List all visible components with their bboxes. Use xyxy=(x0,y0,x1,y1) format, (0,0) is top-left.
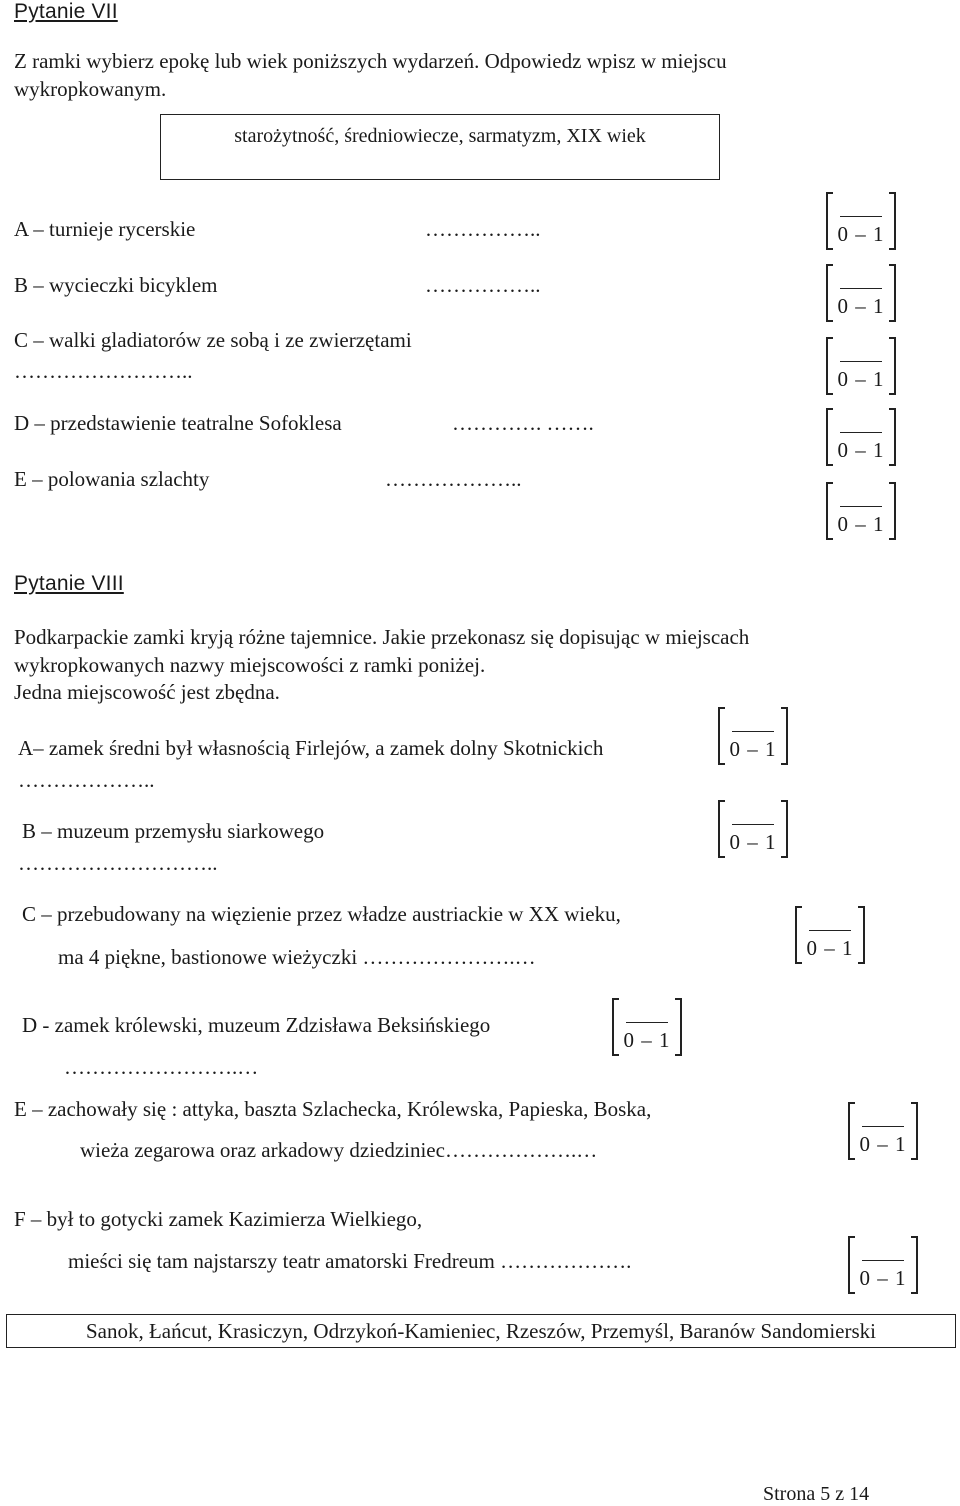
score-box: 0 – 1 xyxy=(718,800,788,860)
places-frame xyxy=(6,1314,956,1348)
q7-item-a-answer[interactable]: …………….. xyxy=(425,217,541,241)
score-box: 0 – 1 xyxy=(612,998,682,1058)
q8-item-a: A– zamek średni był własnością Firlejów, a zamek dolny Skotnickich xyxy=(18,736,604,760)
question-8-note: Jedna miejscowość jest zbędna. xyxy=(14,680,280,704)
q7-item-d: D – przedstawienie teatralne Sofoklesa xyxy=(14,411,342,435)
q8-item-b: B – muzeum przemysłu siarkowego xyxy=(22,819,325,843)
q7-item-d-answer[interactable]: …………. ……. xyxy=(452,411,594,435)
question-7-instruction: Z ramki wybierz epokę lub wiek poniższych wydarzeń. Odpowiedz wpisz w miejscu xyxy=(14,49,727,73)
q8-item-e: E – zachowały się : attyka, baszta Szlachecka, Królewska, Papieska, Boska, xyxy=(14,1097,652,1121)
score-box: 0 – 1 xyxy=(718,707,788,767)
question-8-intro-cont: wykropkowanych nazwy miejscowości z ramki poniżej. xyxy=(14,653,486,677)
q7-item-c: C – walki gladiatorów ze sobą i ze zwierzętami xyxy=(14,328,412,352)
score-box: 0 – 1 xyxy=(826,337,896,397)
score-box: 0 – 1 xyxy=(826,264,896,324)
q8-item-d-answer[interactable]: …………………….… xyxy=(64,1055,259,1079)
q8-item-f: F – był to gotycki zamek Kazimierza Wielkiego, xyxy=(14,1207,423,1231)
score-box: 0 – 1 xyxy=(795,906,865,966)
q8-item-f-cont[interactable]: mieści się tam najstarszy teatr amatorski Fredreum ………………. xyxy=(68,1249,632,1273)
question-7-heading: Pytanie VII xyxy=(14,0,118,23)
q7-item-b: B – wycieczki bicyklem xyxy=(14,273,218,297)
epochs-frame xyxy=(160,114,720,180)
score-box: 0 – 1 xyxy=(848,1236,918,1296)
page-number: Strona 5 z 14 xyxy=(763,1483,870,1505)
q8-item-e-cont[interactable]: wieża zegarowa oraz arkadowy dziedziniec……………….… xyxy=(80,1138,598,1162)
q8-item-d: D - zamek królewski, muzeum Zdzisława Beksińskiego xyxy=(22,1013,491,1037)
question-8-heading: Pytanie VIII xyxy=(14,572,124,595)
q7-item-a: A – turnieje rycerskie xyxy=(14,217,196,241)
q7-item-b-answer[interactable]: …………….. xyxy=(425,273,541,297)
question-8-intro: Podkarpackie zamki kryją różne tajemnice. Jakie przekonasz się dopisując w miejscach xyxy=(14,625,750,649)
score-box: 0 – 1 xyxy=(826,408,896,468)
q8-item-b-answer[interactable]: ……………………….. xyxy=(18,851,218,875)
q7-item-e: E – polowania szlachty xyxy=(14,467,210,491)
q8-item-c: C – przebudowany na więzienie przez władze austriackie w XX wieku, xyxy=(22,902,621,926)
score-box: 0 – 1 xyxy=(826,192,896,252)
score-box: 0 – 1 xyxy=(848,1102,918,1162)
q7-item-e-answer[interactable]: ……………….. xyxy=(385,467,522,491)
q8-item-a-answer[interactable]: ……………….. xyxy=(18,768,155,792)
question-7-instruction-cont: wykropkowanym. xyxy=(14,77,167,101)
q8-item-c-cont[interactable]: ma 4 piękne, bastionowe wieżyczki ………………….… xyxy=(58,945,536,969)
epochs-frame-text: starożytność, średniowiecze, sarmatyzm, XIX wiek xyxy=(234,125,646,147)
places-frame-text: Sanok, Łańcut, Krasiczyn, Odrzykoń-Kamieniec, Rzeszów, Przemyśl, Baranów Sandomierski xyxy=(85,1318,876,1343)
score-box: 0 – 1 xyxy=(826,482,896,542)
q7-item-c-answer[interactable]: …………………….. xyxy=(14,359,193,383)
